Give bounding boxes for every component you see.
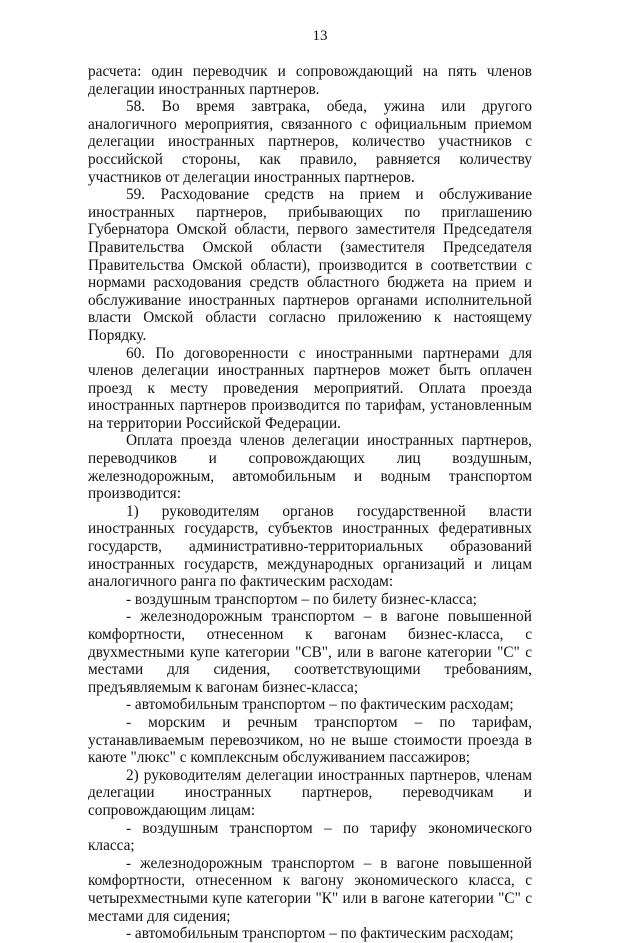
list-item: - воздушным транспортом – по билету бизнес-класса; (126, 590, 477, 608)
list-item: - железнодорожным транспортом – в вагоне повышенной комфортности, отнесенном к вагонам бизнес-класса, с двухместными купе категории "СВ", или в вагоне категории "С" с местами для сидения, соответствующими требованиям, предъявляемым к вагонам бизнес-класса; (88, 608, 532, 696)
paragraph-60: 60. По договоренности с иностранными партнерами для членов делегации иностранных партнеров может быть оплачен проезд к месту проведения мероприятий. Оплата проезда иностранных партнеров производится по тарифам, установленным на территории Российской Федерации. (88, 344, 532, 432)
paragraph-58: 58. Во время завтрака, обеда, ужина или другого аналогичного мероприятия, связанного с официальным приемом делегации иностранных партнеров, количество участников с российской стороны, как правило, равняется количеству участников от делегации иностранных партнеров. (88, 98, 532, 186)
paragraph-59: 59. Расходование средств на прием и обслуживание иностранных партнеров, прибывающих по приглашению Губернатора Омской области, первого заместителя Председателя Правительства Омской области (заместителя Председателя Правительства Омской области), производится в соответствии с нормами расходования средств областного бюджета на прием и обслуживание иностранных партнеров органами исполнительной власти Омской области согласно приложению к настоящему Порядку. (88, 186, 532, 344)
list-item: - воздушным транспортом – по тарифу экономического класса; (88, 819, 532, 855)
list-item: - автомобильным транспортом – по фактическим расходам; (126, 925, 514, 943)
list-item: - железнодорожным транспортом – в вагоне повышенной комфортности, отнесенном к вагону экономического класса, с четырехместными купе категории "К" или в вагоне категории "С" с местами для сидения; (88, 854, 532, 925)
page-number: 13 (312, 28, 328, 44)
list-item: 2) руководителям делегации иностранных партнеров, членам делегации иностранных партнеров, переводчикам и сопровождающим лицам: (88, 766, 532, 819)
list-item: 1) руководителям органов государственной власти иностранных государств, субъектов иностранных федеративных государств, административно-территориальных образований иностранных государств, международных организаций и лицам аналогичного ранга по фактическим расходам: (88, 502, 532, 591)
list-item: - автомобильным транспортом – по фактическим расходам; (126, 696, 514, 714)
document-body (88, 63, 532, 943)
paragraph: Оплата проезда членов делегации иностранных партнеров, переводчиков и сопровождающих лиц воздушным, железнодорожным, автомобильным и водным транспортом производится: (88, 432, 532, 503)
list-item: - морским и речным транспортом – по тарифам, устанавливаемым перевозчиком, но не выше стоимости проезда в каюте "люкс" с комплексным обслуживанием пассажиров; (88, 713, 532, 767)
paragraph: расчета: один переводчик и сопровождающий на пять членов делегации иностранных партнеров. (88, 63, 532, 98)
